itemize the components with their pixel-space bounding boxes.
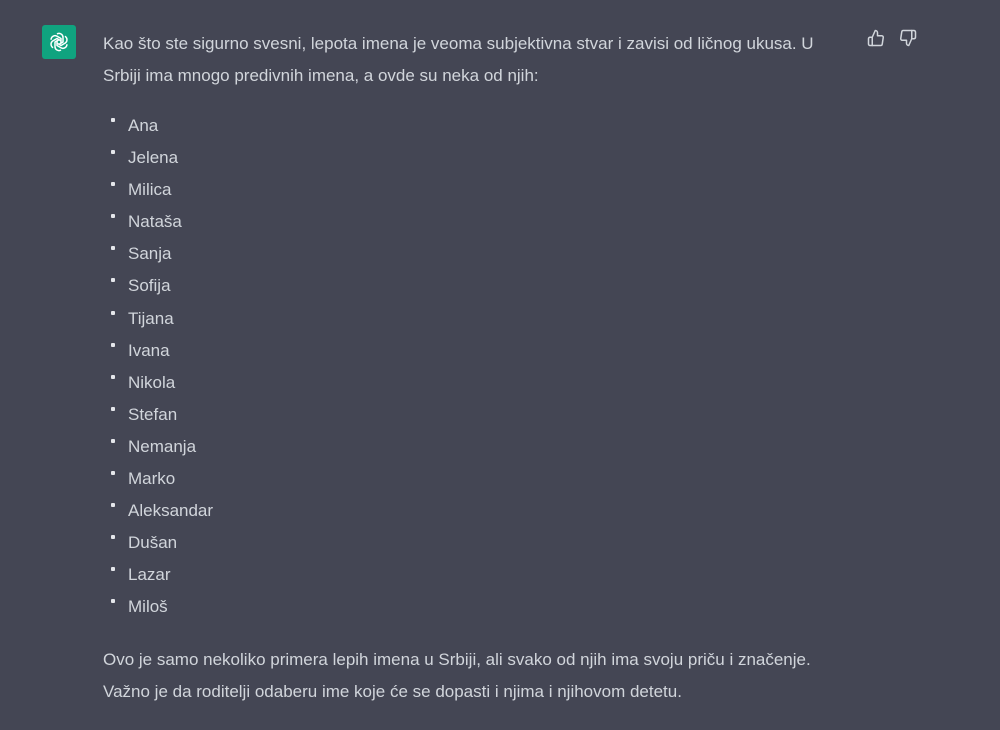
list-item [103,110,853,142]
bullet [111,599,115,603]
list-item [103,559,853,591]
bullet [111,535,115,539]
list-item-text: Dušan [128,533,178,553]
list-item [103,591,853,623]
list-item [103,270,853,302]
openai-logo-icon [47,30,71,54]
list-item-text: Nikola [128,372,176,392]
list-item-text: Sofija [128,276,171,296]
list-item [103,495,853,527]
list-item [103,142,853,174]
thumbs-up-icon [867,29,885,47]
bullet [111,150,115,154]
message-intro: Kao što ste sigurno svesni, lepota imena je veoma subjektivna stvar i zavisi od ličnog ukusa. U Srbiji ima mnogo predivnih imena, a ovde su neka od njih: [103,34,814,85]
bullet [111,407,115,411]
bullet [111,118,115,122]
list-item [103,527,853,559]
thumbs-down-button[interactable] [898,28,918,48]
list-item [103,399,853,431]
list-item [103,206,853,238]
list-item-text: Ivana [128,340,170,360]
list-item-text: Miloš [128,597,168,617]
bullet [111,182,115,186]
bullet [111,471,115,475]
feedback-buttons [866,28,918,48]
list-item [103,463,853,495]
bullet [111,503,115,507]
list-item-text: Stefan [128,404,178,424]
list-item [103,431,853,463]
assistant-avatar [42,25,76,59]
bullet [111,343,115,347]
bullet [111,567,115,571]
list-item-text: Sanja [128,244,172,264]
list-item-text: Tijana [128,308,174,328]
bullet [111,439,115,443]
list-item-text: Nataša [128,212,182,232]
message-outro: Ovo je samo nekoliko primera lepih imena u Srbiji, ali svako od njih ima svoju priču i značenje. Važno je da roditelji odaberu ime koje će se dopasti i njima i njihovom detetu. [103,649,811,701]
bullet [111,375,115,379]
list-item-text: Ana [128,116,159,135]
list-item-text: Jelena [128,148,179,168]
list-item-text: Aleksandar [128,501,214,521]
bullet [111,311,115,315]
assistant-message [103,28,853,708]
list-item [103,367,853,399]
thumbs-down-icon [899,29,917,47]
list-item-text: Lazar [128,565,171,585]
thumbs-up-button[interactable] [866,28,886,48]
list-item-text: Nemanja [128,436,197,456]
list-item [103,174,853,206]
list-item-text: Marko [128,469,176,489]
bullet [111,246,115,250]
list-item [103,238,853,270]
bullet [111,214,115,218]
names-list [103,110,853,624]
bullet [111,278,115,282]
list-item [103,335,853,367]
list-item-text: Milica [128,180,172,200]
list-item [103,303,853,335]
